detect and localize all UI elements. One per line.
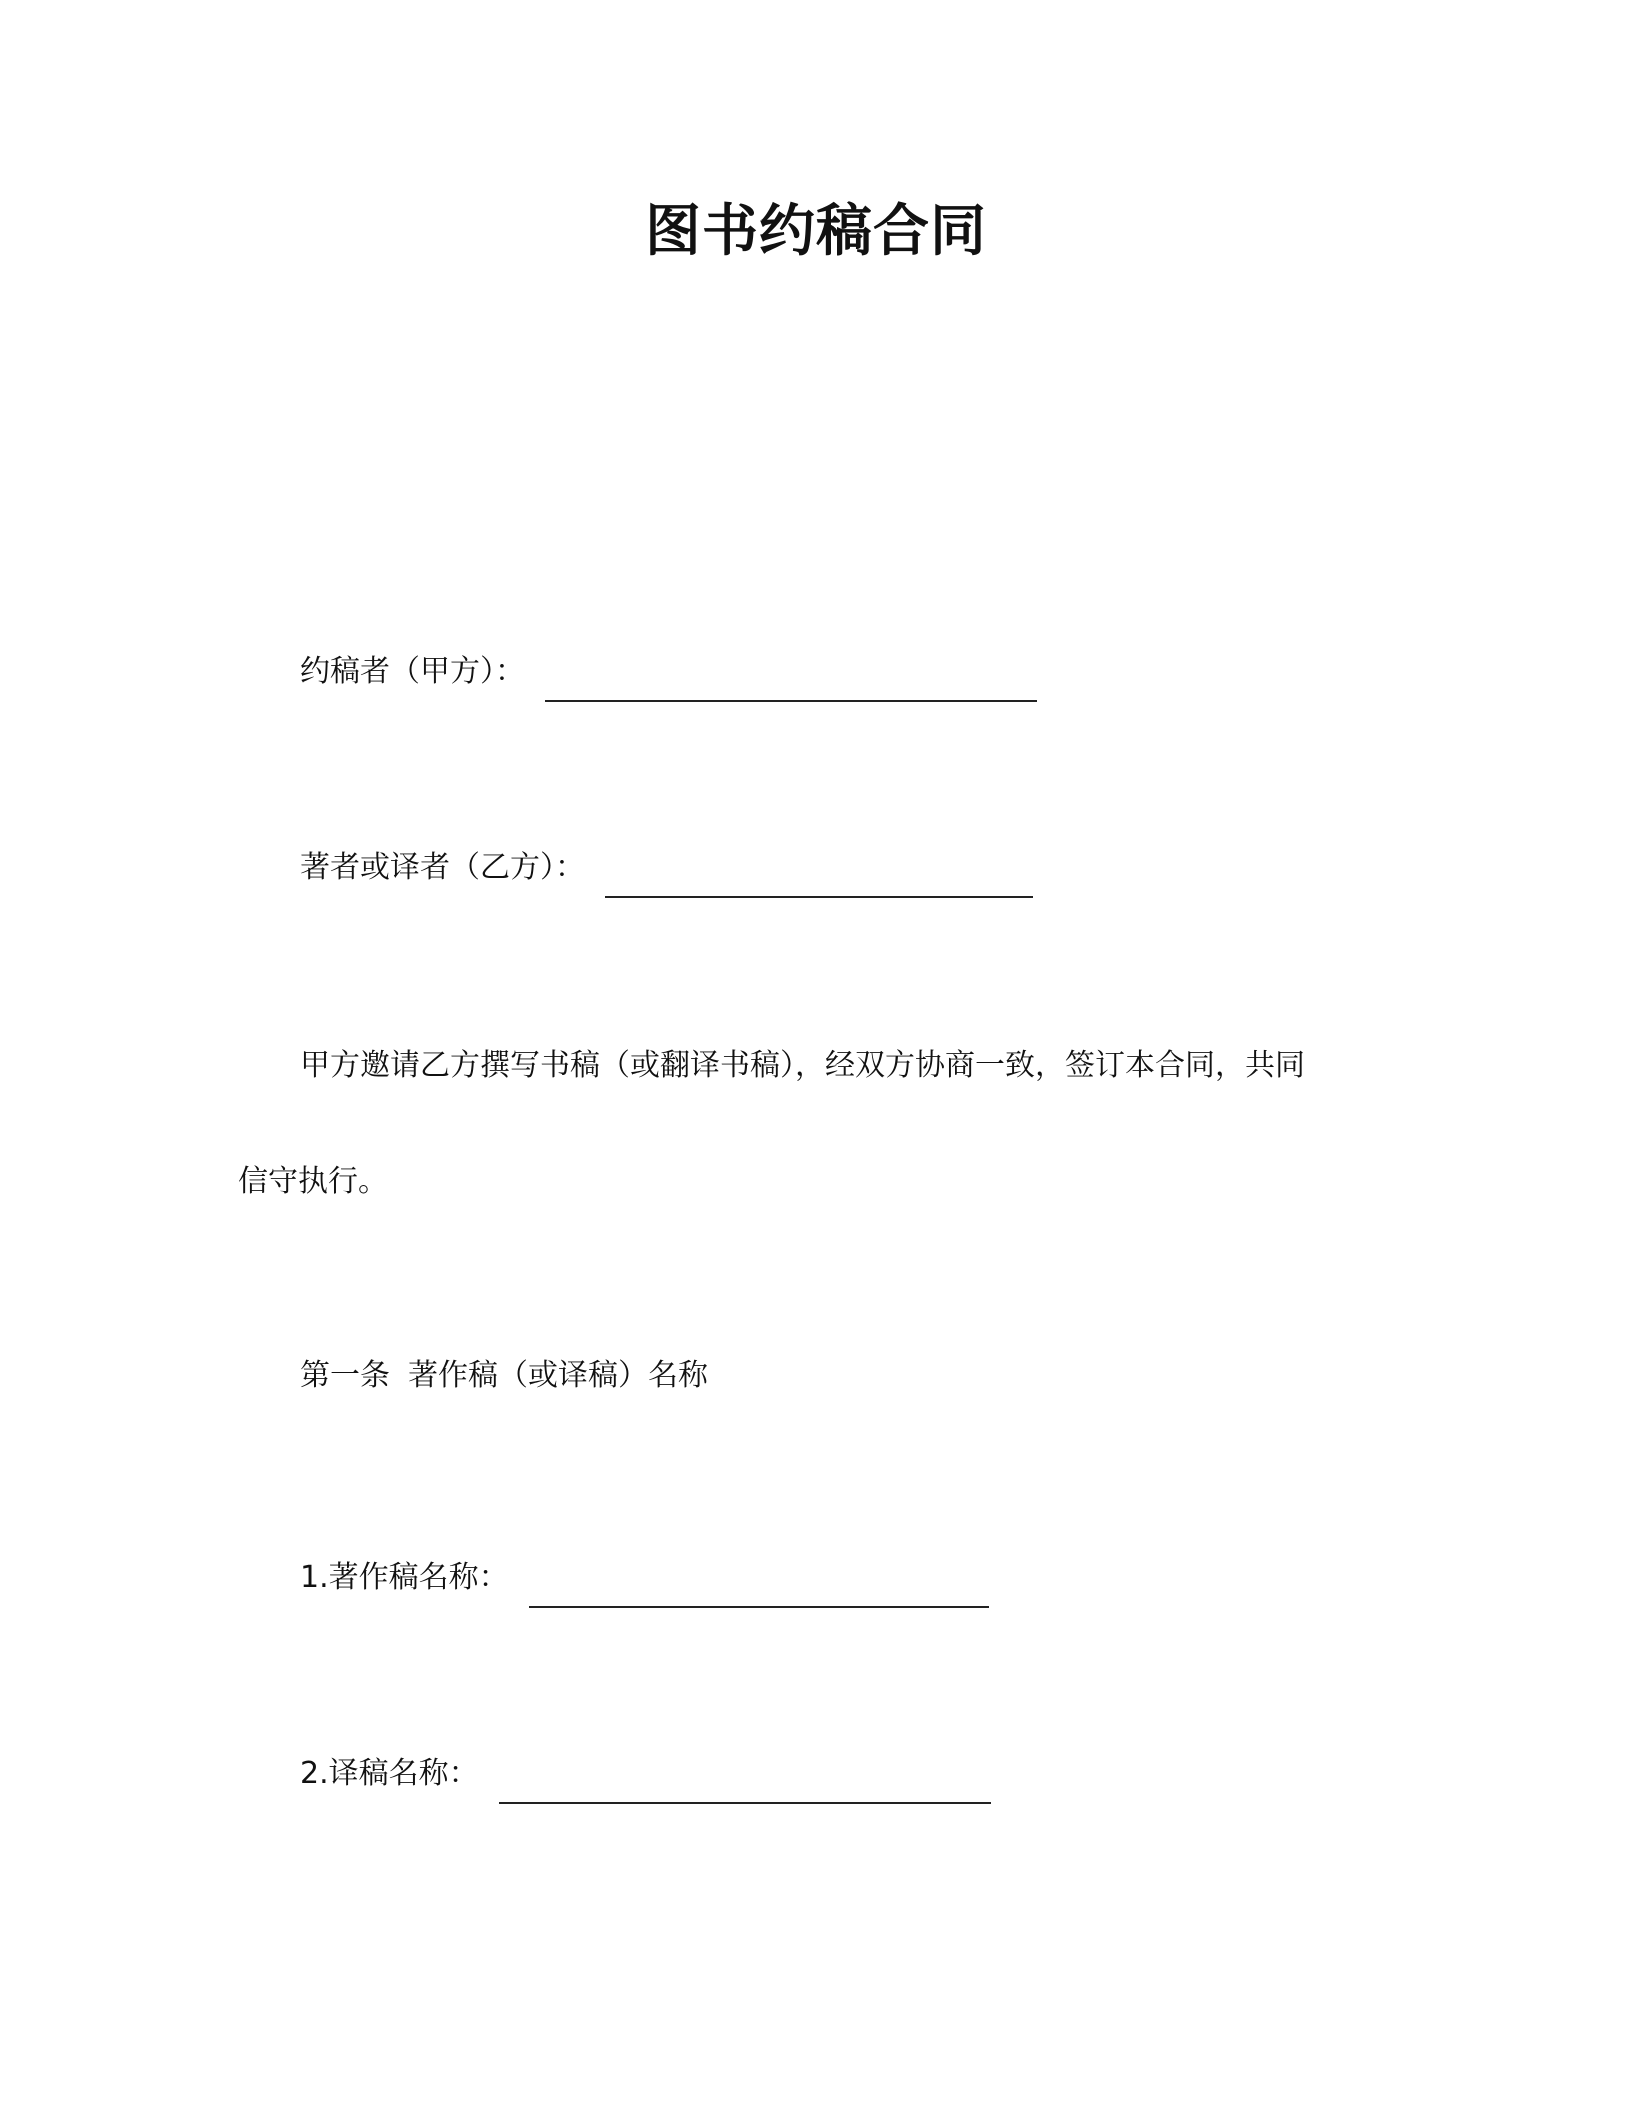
party-b-row [300, 848, 1033, 888]
article-1-number: 第一条 [300, 1358, 390, 1393]
party-a-blank [545, 670, 1037, 702]
document-title: 图书约稿合同 [645, 199, 987, 264]
item-2-label: 2.译稿名称： [300, 1756, 479, 1791]
intro-paragraph-line2 [238, 1162, 388, 1202]
article-1-title: 著作稿（或译稿）名称 [408, 1358, 708, 1393]
party-a-row [300, 652, 1037, 692]
intro-paragraph-line1 [300, 1046, 1305, 1086]
item-1-blank [529, 1576, 989, 1608]
intro-text-line1: 甲方邀请乙方撰写书稿（或翻译书稿），经双方协商一致，签订本合同，共同 [300, 1048, 1305, 1083]
item-1-row [300, 1558, 989, 1598]
party-a-label: 约稿者（甲方）： [300, 654, 525, 689]
item-2-blank [499, 1772, 991, 1804]
item-1-label: 1.著作稿名称： [300, 1560, 509, 1595]
intro-text-line2: 信守执行。 [238, 1164, 388, 1199]
article-1-heading [300, 1356, 708, 1396]
party-b-label: 著者或译者（乙方）： [300, 850, 585, 885]
item-2-row [300, 1754, 991, 1794]
party-b-blank [605, 866, 1033, 898]
